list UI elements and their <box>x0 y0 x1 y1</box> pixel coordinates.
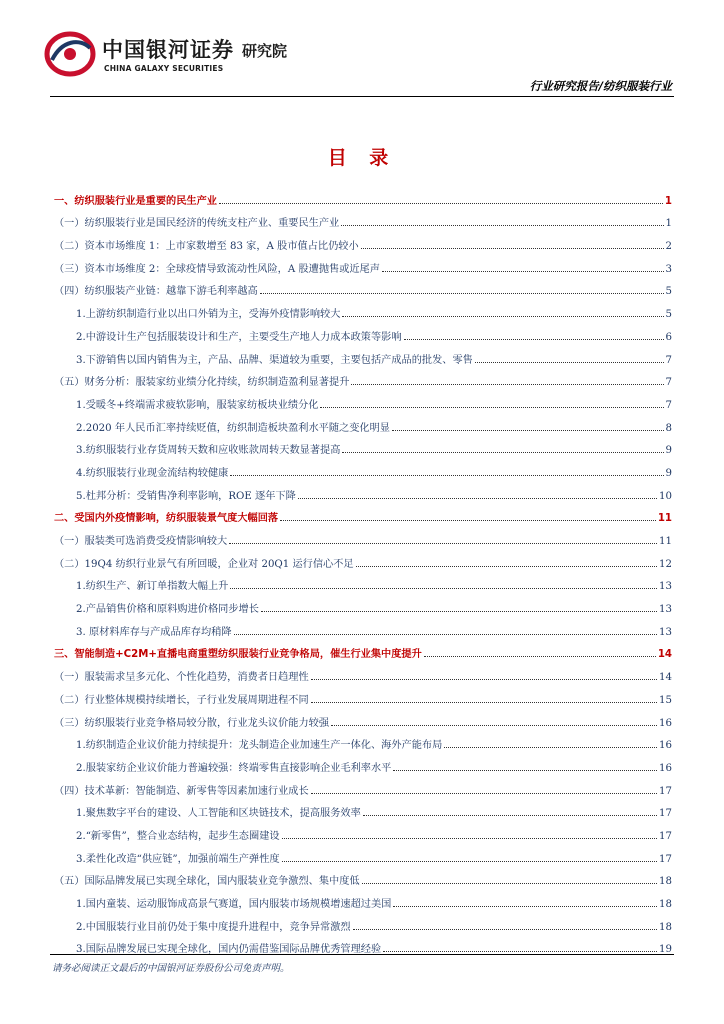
toc-dot-leader <box>230 588 657 589</box>
toc-entry-title: 1.纺织制造企业议价能力持续提升：龙头制造企业加速生产一体化、海外产能布局 <box>76 740 443 752</box>
toc-entry-page: 2 <box>665 241 672 253</box>
toc-entry[interactable] <box>54 660 672 683</box>
toc-dot-leader <box>320 407 663 408</box>
toc-entry[interactable] <box>54 366 672 389</box>
toc-entry-title: （五）财务分析：服装家纺业绩分化持续，纺织制造盈利显著提升 <box>54 377 350 389</box>
company-logo <box>44 28 344 78</box>
toc-entry[interactable] <box>54 819 672 842</box>
toc-dot-leader <box>219 203 663 204</box>
toc-entry-page: 17 <box>659 808 672 820</box>
toc-entry-title: （三）纺织服装行业竞争格局较分散，行业龙头议价能力较强 <box>54 717 330 729</box>
toc-entry-title: （一）服装类可选消费受疫情影响较大 <box>54 536 228 547</box>
toc-dot-leader <box>361 248 664 249</box>
toc-dot-leader <box>229 543 657 544</box>
toc-dot-leader <box>392 430 664 431</box>
toc-entry[interactable] <box>54 910 672 933</box>
toc-dot-leader <box>342 452 663 453</box>
toc-entry-page: 18 <box>659 921 672 933</box>
logo-company-name: 中国银河证券 <box>102 38 234 62</box>
toc-entry[interactable] <box>54 615 672 638</box>
toc-entry-page: 18 <box>659 876 672 888</box>
toc-entry-page: 18 <box>659 899 672 910</box>
toc-dot-leader <box>282 838 658 839</box>
toc-dot-leader <box>362 883 657 884</box>
logo-institute: 研究院 <box>242 42 288 60</box>
toc-entry-page: 19 <box>659 944 672 956</box>
toc-entry[interactable] <box>54 570 672 593</box>
header-divider <box>50 96 674 97</box>
toc-entry-page: 17 <box>659 853 672 865</box>
toc-entry-title: 1.纺织生产、新订单指数大幅上升 <box>76 581 229 593</box>
toc-entry[interactable] <box>54 479 672 502</box>
toc-entry-page: 17 <box>659 830 672 842</box>
toc-entry-title: 3.纺织服装行业存货周转天数和应收账款周转天数显著提高 <box>76 445 341 457</box>
toc-entry[interactable] <box>54 456 672 479</box>
toc-dot-leader <box>353 929 657 930</box>
toc-entry-page: 7 <box>665 377 672 389</box>
toc-entry[interactable] <box>54 592 672 615</box>
toc-entry-title: 2.中游设计生产包括服装设计和生产，主要受生产地人力成本政策等影响 <box>76 331 402 343</box>
toc-entry[interactable] <box>54 865 672 888</box>
toc-entry-title: （二）19Q4 纺织行业景气有所回暖，企业对 20Q1 运行信心不足 <box>54 558 354 570</box>
toc-entry[interactable] <box>54 547 672 570</box>
report-type: 行业研究报告/纺织服装行业 <box>529 79 672 93</box>
toc-entry-title: （二）资本市场维度 1：上市家数增至 83 家，A 股市值占比仍较小 <box>54 241 359 253</box>
toc-dot-leader <box>311 679 657 680</box>
toc-entry-title: 5.杜邦分析：受销售净利率影响，ROE 逐年下降 <box>76 490 296 502</box>
toc-entry-page: 16 <box>659 717 672 729</box>
toc-entry-page: 3 <box>665 263 672 275</box>
toc-entry[interactable] <box>54 524 672 547</box>
toc-entry-page: 11 <box>659 536 672 547</box>
toc-entry-title: 3.下游销售以国内销售为主，产品、品牌、渠道较为重要，主要包括产成品的批发、零售 <box>76 354 473 366</box>
toc-dot-leader <box>260 293 664 294</box>
toc-entry[interactable] <box>54 502 672 525</box>
toc-entry-title: （三）资本市场维度 2：全球疫情导致流动性风险，A 股遭抛售或近尾声 <box>54 263 380 275</box>
toc-dot-leader <box>393 906 657 907</box>
table-of-contents <box>54 184 672 955</box>
toc-entry[interactable] <box>54 275 672 298</box>
toc-entry-title: （一）纺织服装行业是国民经济的传统支柱产业、重要民生产业 <box>54 218 340 230</box>
toc-entry-page: 16 <box>659 762 672 774</box>
toc-dot-leader <box>311 702 657 703</box>
toc-entry[interactable] <box>54 638 672 661</box>
toc-entry-page: 13 <box>659 581 672 593</box>
toc-entry[interactable] <box>54 252 672 275</box>
toc-entry-page: 15 <box>659 694 672 706</box>
toc-entry-title: 2.产品销售价格和原料购进价格同步增长 <box>76 604 259 616</box>
toc-entry-title: （一）服装需求呈多元化、个性化趋势，消费者日趋理性 <box>54 672 309 684</box>
toc-dot-leader <box>444 747 657 748</box>
toc-entry-page: 6 <box>665 331 672 343</box>
toc-entry-title: 一、纺织服装行业是重要的民生产业 <box>54 195 217 207</box>
toc-dot-leader <box>351 384 663 385</box>
toc-entry-page: 17 <box>659 785 672 797</box>
toc-entry[interactable] <box>54 411 672 434</box>
toc-entry-page: 13 <box>659 626 672 638</box>
toc-entry-title: 2.2020 年人民币汇率持续贬值，纺织制造板块盈利水平随之变化明显 <box>76 422 390 434</box>
toc-entry[interactable] <box>54 184 672 207</box>
toc-entry-title: 3.国际品牌发展已实现全球化，国内仍需借鉴国际品牌优秀管理经验 <box>76 944 382 956</box>
toc-dot-leader <box>363 815 657 816</box>
toc-entry-page: 1 <box>665 218 672 230</box>
footer-divider <box>50 954 674 955</box>
toc-entry[interactable] <box>54 887 672 910</box>
toc-dot-leader <box>342 316 663 317</box>
toc-entry-page: 9 <box>665 445 672 457</box>
toc-entry-title: （二）行业整体规模持续增长，子行业发展周期进程不同 <box>54 694 309 706</box>
toc-dot-leader <box>234 634 657 635</box>
toc-entry[interactable] <box>54 933 672 956</box>
toc-dot-leader <box>311 793 657 794</box>
toc-entry-page: 10 <box>659 490 672 502</box>
toc-entry-title: 2.服装家纺企业议价能力普遍较强：终端零售直接影响企业毛利率水平 <box>76 762 392 774</box>
toc-dot-leader <box>382 271 664 272</box>
toc-entry-page: 11 <box>657 513 672 525</box>
toc-entry-title: 1.受暖冬+终端需求疲软影响，服装家纺板块业绩分化 <box>76 399 319 411</box>
toc-entry-page: 7 <box>665 354 672 366</box>
toc-dot-leader <box>298 498 657 499</box>
toc-dot-leader <box>341 225 663 226</box>
toc-entry-title: 三、智能制造+C2M+直播电商重塑纺织服装行业竞争格局，催生行业集中度提升 <box>54 649 422 661</box>
logo-english-name: CHINA GALAXY SECURITIES <box>104 64 224 73</box>
toc-entry-page: 14 <box>657 649 672 661</box>
toc-dot-leader <box>393 770 657 771</box>
toc-entry-title: （四）纺织服装产业链：越靠下游毛利率越高 <box>54 286 258 298</box>
toc-entry-title: 4.纺织服装行业现金流结构较健康 <box>76 467 229 479</box>
toc-dot-leader <box>356 566 657 567</box>
toc-entry[interactable] <box>54 683 672 706</box>
toc-entry-page: 5 <box>665 286 672 298</box>
toc-entry[interactable] <box>54 797 672 820</box>
toc-dot-leader <box>261 611 657 612</box>
toc-entry-page: 14 <box>659 672 672 684</box>
toc-entry-title: 1.聚焦数字平台的建设、人工智能和区块链技术，提高服务效率 <box>76 808 361 820</box>
toc-title: 目 录 <box>327 147 397 169</box>
toc-entry-title: 2.中国服装行业目前仍处于集中度提升进程中，竞争异常激烈 <box>76 921 351 933</box>
toc-entry[interactable] <box>54 434 672 457</box>
toc-entry-page: 8 <box>665 422 672 434</box>
toc-entry-page: 7 <box>665 399 672 411</box>
toc-dot-leader <box>424 656 656 657</box>
toc-dot-leader <box>282 861 658 862</box>
toc-dot-leader <box>404 339 664 340</box>
toc-dot-leader <box>383 951 657 952</box>
galaxy-swirl-icon <box>44 30 96 78</box>
toc-entry-page: 13 <box>659 604 672 616</box>
toc-entry-title: 1.上游纺织制造行业以出口外销为主，受海外疫情影响较大 <box>76 309 341 321</box>
toc-entry[interactable] <box>54 774 672 797</box>
toc-entry[interactable] <box>54 706 672 729</box>
toc-entry[interactable] <box>54 320 672 343</box>
toc-entry-title: 1.国内童装、运动服饰成高景气赛道，国内服装市场规模增速超过美国 <box>76 899 392 910</box>
toc-dot-leader <box>475 362 664 363</box>
toc-dot-leader <box>280 520 656 521</box>
toc-entry[interactable] <box>54 388 672 411</box>
disclaimer-footer: 请务必阅读正文最后的中国银河证券股份公司免责声明。 <box>52 963 290 974</box>
toc-entry-title: 2.“新零售”，整合业态结构，起步生态圈建设 <box>76 830 280 842</box>
toc-entry[interactable] <box>54 729 672 752</box>
toc-entry[interactable] <box>54 207 672 230</box>
toc-entry-title: 二、受国内外疫情影响，纺织服装景气度大幅回落 <box>54 513 279 525</box>
toc-dot-leader <box>331 725 657 726</box>
toc-entry-page: 12 <box>659 558 672 570</box>
toc-entry[interactable] <box>54 229 672 252</box>
toc-entry-page: 1 <box>664 195 672 207</box>
toc-dot-leader <box>230 475 663 476</box>
toc-entry-title: （五）国际品牌发展已实现全球化，国内服装业竞争激烈、集中度低 <box>54 876 360 888</box>
toc-entry-title: （四）技术革新：智能制造、新零售等因素加速行业成长 <box>54 785 309 797</box>
toc-entry-page: 9 <box>665 467 672 479</box>
toc-entry[interactable] <box>54 751 672 774</box>
toc-entry[interactable] <box>54 297 672 320</box>
toc-entry-title: 3. 原材料库存与产成品库存均稍降 <box>76 626 232 638</box>
toc-entry-title: 3.柔性化改造“供应链”，加强前端生产弹性度 <box>76 853 280 865</box>
toc-entry[interactable] <box>54 343 672 366</box>
toc-entry-page: 5 <box>665 309 672 321</box>
toc-entry[interactable] <box>54 842 672 865</box>
toc-entry-page: 16 <box>659 740 672 752</box>
